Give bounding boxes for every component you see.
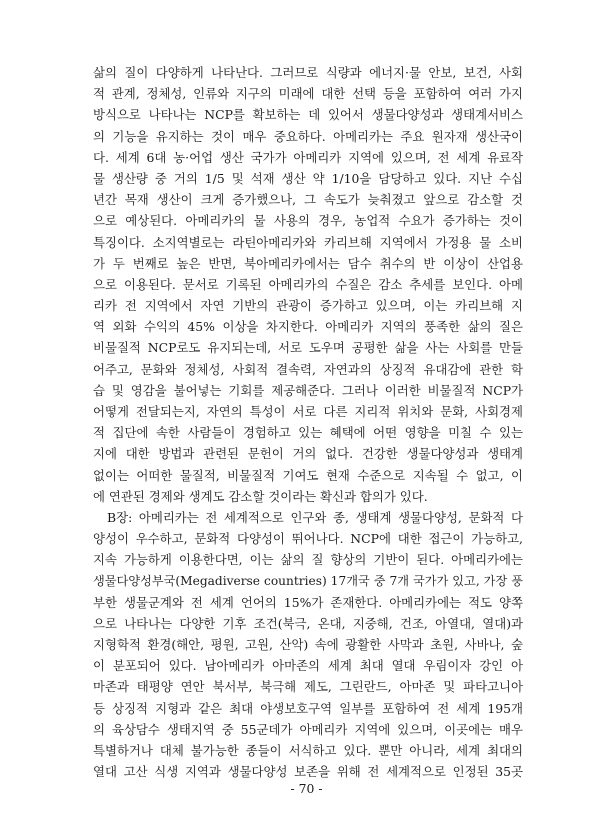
text-line: 의 육상담수 생태지역 중 55군데가 아메리카 지역에 있으며, 이곳에는 매우 bbox=[93, 721, 523, 737]
text-line: 마존과 태평양 연안 북서부, 북극해 제도, 그린란드, 아마존 및 파타고니아 bbox=[93, 679, 523, 695]
text-line: 양성이 우수하고, 문화적 다양성이 뛰어나다. NCP에 대한 접근이 가능하고, bbox=[93, 531, 523, 547]
paragraph-1 bbox=[93, 62, 523, 507]
text-line: 으로 이용된다. 문서로 기록된 아메리카의 수질은 감소 추세를 보인다. 아메 bbox=[93, 276, 523, 292]
text-line: 지형학적 환경(해안, 평원, 고원, 산악) 속에 광활한 사막과 초원, 사바나, 숲 bbox=[93, 637, 523, 653]
text-line: 가 두 번째로 높은 반면, 북아메리카에서는 담수 취수의 반 이상이 산업용 bbox=[93, 255, 523, 271]
text-line: 다. 세계 6대 농·어업 생산 국가가 아메리카 지역에 있으며, 전 세계 유료작 bbox=[93, 149, 523, 165]
text-line: 지속 가능하게 이용한다면, 이는 삶의 질 향상의 기반이 된다. 아메리카에는 bbox=[93, 552, 523, 568]
text-line: 지에 대한 방법과 관련된 문헌이 거의 없다. 건강한 생물다양성과 생태계 bbox=[93, 446, 523, 462]
text-line: 물 생산량 중 거의 1/5 및 석재 생산 약 1/10을 담당하고 있다. 지난 수십 bbox=[93, 170, 523, 186]
text-line: 등 상징적 지형과 같은 최대 야생보호구역 일부를 포함하여 전 세계 195개 bbox=[93, 700, 523, 716]
body-text bbox=[93, 62, 523, 782]
text-line: 적 집단에 속한 사람들이 경험하고 있는 혜택에 어떤 영향을 미칠 수 있는 bbox=[93, 425, 523, 441]
text-line: 부한 생물군계와 전 세계 언어의 15%가 존재한다. 아메리카에는 적도 양쪽 bbox=[93, 594, 523, 610]
text-line: B장: 아메리카는 전 세계적으로 인구와 종, 생태계 생물다양성, 문화적 다 bbox=[107, 509, 523, 525]
text-line: 으로 나타나는 다양한 기후 조건(북극, 온대, 지중해, 건조, 아열대, 열대)과 bbox=[93, 615, 523, 631]
text-line: 열대 고산 식생 지역과 생물다양성 보존을 위해 전 세계적으로 인정된 35곳 bbox=[93, 764, 523, 780]
text-line: 비물질적 NCP로도 유지되는데, 서로 도우며 공평한 삶을 사는 사회를 만들 bbox=[93, 340, 523, 356]
text-line: 으로 예상된다. 아메리카의 물 사용의 경우, 농업적 수요가 증가하는 것이 bbox=[93, 213, 523, 229]
text-line: 어떻게 전달되는지, 자연의 특성이 서로 다른 지리적 위치와 문화, 사회경제 bbox=[93, 404, 523, 419]
text-line: 리카 전 지역에서 자연 기반의 관광이 증가하고 있으며, 이는 카리브해 지 bbox=[93, 298, 523, 314]
text-line: 방식으로 나타나는 NCP를 확보하는 데 있어서 생물다양성과 생태계서비스 bbox=[93, 107, 523, 123]
text-line: 적 관계, 정체성, 인류와 지구의 미래에 대한 선택 등을 포함하여 여러 가지 bbox=[93, 86, 523, 102]
text-line: 생물다양성부국(Megadiverse countries) 17개국 중 7개 국가가 있고, 가장 풍 bbox=[93, 573, 523, 588]
text-line: 년간 목재 생산이 크게 증가했으나, 그 속도가 늦춰졌고 앞으로 감소할 것 bbox=[93, 192, 523, 208]
paragraph-2 bbox=[93, 507, 523, 782]
text-line: 습 및 영감을 불어넣는 기회를 제공해준다. 그러나 이러한 비물질적 NCP가 bbox=[93, 382, 523, 398]
page-number: - 70 - bbox=[290, 781, 323, 796]
text-line: 특별하거나 대체 불가능한 종들이 서식하고 있다. 뿐만 아니라, 세계 최대의 bbox=[93, 743, 523, 758]
text-line: 에 연관된 경제와 생계도 감소할 것이라는 확신과 합의가 있다. bbox=[93, 488, 428, 504]
text-line: 이 분포되어 있다. 남아메리카 아마존의 세계 최대 열대 우림이자 강인 아 bbox=[93, 658, 523, 674]
text-line: 역 외화 수익의 45% 이상을 차지한다. 아메리카 지역의 풍족한 삶의 질은 bbox=[93, 319, 523, 335]
text-line: 의 기능을 유지하는 것이 매우 중요하다. 아메리카는 주요 원자재 생산국이 bbox=[93, 128, 523, 144]
text-line: 없이는 어떠한 물질적, 비물질적 기여도 현재 수준으로 지속될 수 없고, 이 bbox=[93, 467, 523, 483]
text-line: 특징이다. 소지역별로는 라틴아메리카와 카리브해 지역에서 가정용 물 소비 bbox=[93, 234, 523, 250]
text-line: 삶의 질이 다양하게 나타난다. 그러므로 식량과 에너지·물 안보, 보건, 사회 bbox=[93, 65, 523, 80]
text-line: 어주고, 문화와 정체성, 사회적 결속력, 자연과의 상징적 유대감에 관한 학 bbox=[93, 361, 523, 377]
